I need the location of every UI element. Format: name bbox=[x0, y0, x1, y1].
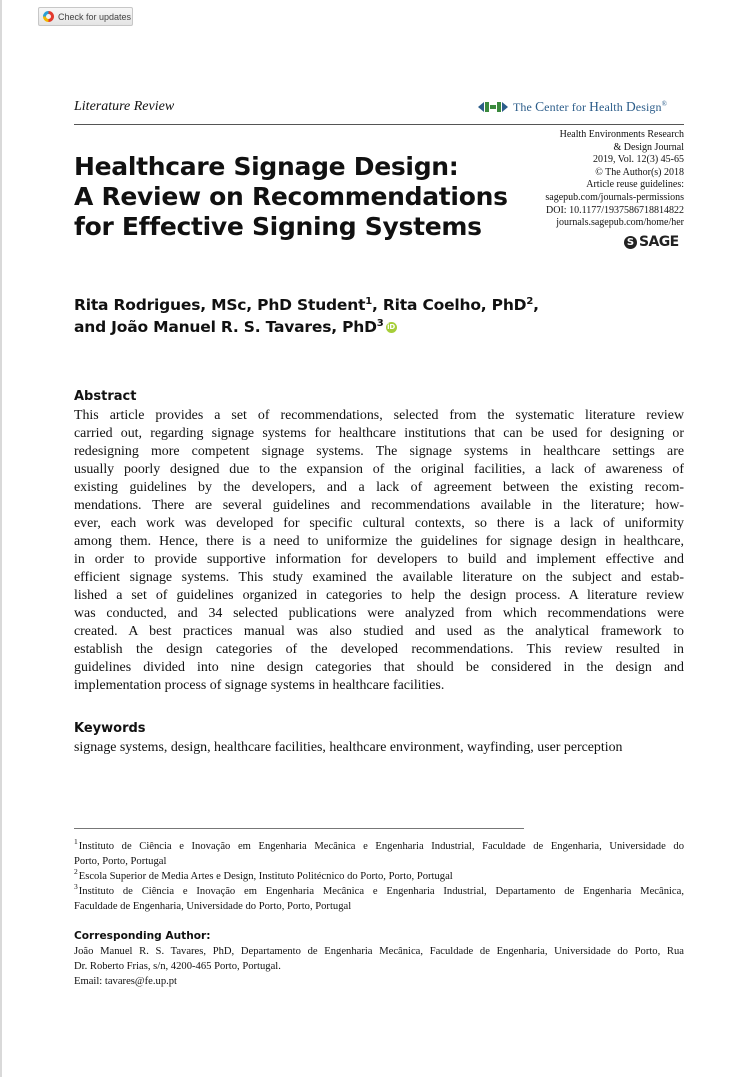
affiliations bbox=[74, 839, 684, 914]
abstract-line: This article provides a set of recommendations, selected from the systematic literature review bbox=[74, 408, 684, 423]
check-for-updates-badge[interactable] bbox=[38, 7, 133, 26]
abstract-line: in order to provide supportive information for developers to build and implement effective and bbox=[74, 552, 684, 567]
abstract-line: efficient signage systems. This study examined the available literature on the subject and estab- bbox=[74, 570, 684, 585]
publisher-logo bbox=[478, 98, 684, 116]
sage-mark-icon: S bbox=[624, 236, 637, 249]
abstract-line: implementation process of signage systems in healthcare facilities. bbox=[74, 678, 445, 693]
abstract-line: carried out, regarding signage systems for healthcare institutions that can be used for designing or bbox=[74, 426, 684, 441]
abstract-line: usually poorly designed due to the expansion of the original facilities, a lack of awareness of bbox=[74, 462, 684, 477]
abstract-line: mendations. There are several guidelines and recommendations available in the literature; how- bbox=[74, 498, 684, 513]
sage-logo bbox=[624, 233, 684, 251]
abstract-line: created. A best practices manual was also studied and used as the analytical framework to bbox=[74, 624, 684, 639]
abstract-line: lished a set of guidelines organized in categories to help the design process. A literature review bbox=[74, 588, 684, 603]
crossmark-icon bbox=[43, 11, 54, 22]
author-line bbox=[74, 316, 694, 338]
journal-line: © The Author(s) 2018 bbox=[595, 166, 684, 178]
permissions-link[interactable]: sagepub.com/journals-permissions bbox=[545, 191, 684, 203]
footnote-divider bbox=[74, 828, 524, 829]
abstract-line: was conducted, and 34 selected publications were analyzed from which recommendations were bbox=[74, 606, 684, 621]
affiliation-mark: 2 bbox=[526, 295, 534, 307]
affiliation-note bbox=[74, 869, 684, 884]
corresponding-line: Dr. Roberto Frias, s/n, 4200-465 Porto, Portugal. bbox=[74, 961, 281, 972]
journal-line: & Design Journal bbox=[613, 141, 684, 153]
abstract-line: redesigning more competent signage systems. The signage systems in healthcare settings are bbox=[74, 444, 684, 459]
abstract-line: existing guidelines by the developers, and a lack of agreement between the existing recom- bbox=[74, 480, 684, 495]
affiliation-text: Escola Superior de Media Artes e Design, Instituto Politécnico do Porto, Porto, Portugal bbox=[78, 871, 453, 882]
journal-homepage-link[interactable]: journals.sagepub.com/home/her bbox=[556, 217, 684, 229]
affiliation-text: Instituto de Ciência e Inovação em Engenharia Mecânica e Engenharia Industrial, Faculdade de Engenharia, Universidade do bbox=[78, 841, 684, 852]
affiliation-mark: 1 bbox=[365, 295, 373, 307]
keywords-heading: Keywords bbox=[74, 721, 146, 736]
corresponding-email[interactable]: Email: tavares@fe.up.pt bbox=[74, 976, 178, 987]
affiliation-note bbox=[74, 884, 684, 914]
affiliation-text: Porto, Porto, Portugal bbox=[74, 856, 167, 867]
affiliation-note bbox=[74, 839, 684, 869]
sage-wordmark: SAGE bbox=[639, 234, 679, 250]
keywords-list: signage systems, design, healthcare facilities, healthcare environment, wayfinding, user perception bbox=[74, 740, 623, 755]
title-line: Healthcare Signage Design: bbox=[74, 152, 459, 181]
page-edge bbox=[0, 0, 2, 1077]
abstract-line: among them. Hence, there is a need to uniformize the guidelines for signage design in healthcare, bbox=[74, 534, 684, 549]
journal-line: Health Environments Research bbox=[559, 129, 684, 140]
footnote-mark: 2 bbox=[74, 867, 78, 877]
article-title bbox=[74, 152, 524, 242]
abstract-body bbox=[74, 407, 684, 695]
affiliation-mark: 3 bbox=[376, 317, 384, 329]
corresponding-author-heading: Corresponding Author: bbox=[74, 930, 211, 942]
journal-line: Article reuse guidelines: bbox=[586, 179, 684, 191]
footnote-mark: 3 bbox=[74, 882, 78, 892]
orcid-icon[interactable]: iD bbox=[387, 323, 395, 331]
abstract-line: guidelines divided into nine design categories that should be considered in the design and bbox=[74, 660, 684, 675]
author-name: , Rita Coelho, PhD bbox=[372, 296, 527, 314]
journal-line: 2019, Vol. 12(3) 45-65 bbox=[592, 154, 684, 166]
corresponding-line: João Manuel R. S. Tavares, PhD, Departamento de Engenharia Mecânica, Faculdade de Engenharia, Universidade do Porto, Rua bbox=[74, 946, 684, 957]
title-line: A Review on Recommendations bbox=[74, 182, 508, 211]
title-line: for Effective Signing Systems bbox=[74, 212, 482, 241]
affiliation-text: Faculdade de Engenharia, Universidade do Porto, Porto, Portugal bbox=[74, 901, 352, 912]
doi-link[interactable]: DOI: 10.1177/1937586718814822 bbox=[546, 204, 684, 216]
affiliation-text: Instituto de Ciência e Inovação em Engenharia Mecânica e Engenharia Industrial, Departamento de Engenharia Mecânica, bbox=[78, 886, 684, 897]
author-list bbox=[74, 294, 694, 338]
abstract-line: establish the design categories of the developed recommendations. This review resulted in bbox=[74, 642, 684, 657]
header-divider bbox=[74, 124, 684, 125]
corresponding-author-details bbox=[74, 944, 684, 989]
article-type-label: Literature Review bbox=[74, 99, 175, 114]
journal-info bbox=[484, 129, 684, 230]
footnote-mark: 1 bbox=[74, 837, 78, 847]
author-name: Rita Rodrigues, MSc, PhD Student bbox=[74, 296, 366, 314]
chd-logo-icon bbox=[478, 100, 508, 114]
author-line: Rita Rodrigues, MSc, PhD Student$^1$, Rita Coelho, PhD$^2$, bbox=[74, 295, 539, 314]
publisher-name: The Center for Health Design® bbox=[513, 99, 668, 114]
author-name: and João Manuel R. S. Tavares, PhD bbox=[74, 318, 377, 336]
abstract-heading: Abstract bbox=[74, 389, 137, 404]
check-for-updates-label: Check for updates bbox=[58, 11, 132, 22]
abstract-line: ever, each work was developed for specific cultural contexts, so there is a lack of uniformity bbox=[74, 516, 684, 531]
